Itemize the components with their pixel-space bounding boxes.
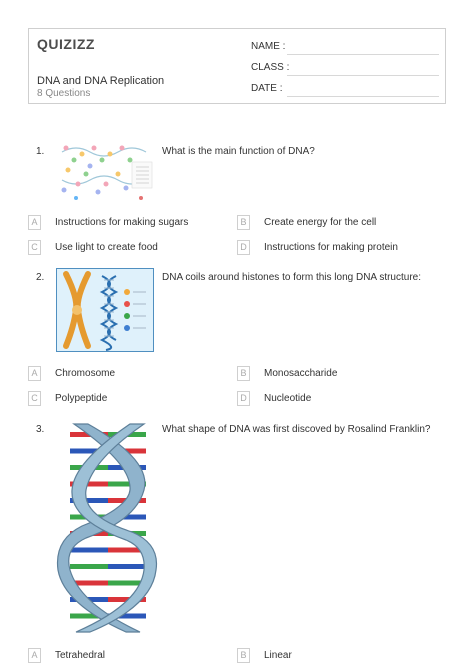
- option-text: Create energy for the cell: [264, 217, 377, 228]
- option-letter-box: B: [237, 366, 250, 381]
- option-letter-box: A: [28, 366, 41, 381]
- question-1-number: 1.: [36, 146, 45, 157]
- date-line: [287, 96, 439, 97]
- question-2-text: DNA coils around histones to form this long DNA structure:: [162, 272, 422, 283]
- option-text: Polypeptide: [55, 393, 108, 404]
- option-letter-box: A: [28, 648, 41, 663]
- option-text: Monosaccharide: [264, 368, 338, 379]
- question-count: 8 Questions: [37, 88, 91, 99]
- option-text: Nucleotide: [264, 393, 312, 404]
- option-text: Use light to create food: [55, 242, 158, 253]
- option-letter-box: C: [28, 240, 41, 255]
- class-label: CLASS :: [251, 62, 290, 73]
- option-letter-box: C: [28, 391, 41, 406]
- chromosome-diagram-image: [56, 268, 154, 352]
- question-1-text: What is the main function of DNA?: [162, 146, 315, 157]
- question-3-text: What shape of DNA was first discoved by Rosalind Franklin?: [162, 424, 431, 435]
- date-label: DATE :: [251, 83, 283, 94]
- option-text: Linear: [264, 650, 292, 661]
- dna-structure-diagram-image: [56, 140, 154, 202]
- option-letter-box: B: [237, 648, 250, 663]
- name-label: NAME :: [251, 41, 286, 52]
- worksheet-header: [28, 28, 446, 104]
- question-2-number: 2.: [36, 272, 45, 283]
- option-letter-box: A: [28, 215, 41, 230]
- class-line: [287, 75, 439, 76]
- option-letter-box: D: [237, 240, 250, 255]
- option-letter-box: B: [237, 215, 250, 230]
- option-text: Chromosome: [55, 368, 116, 379]
- helix-rung: [70, 548, 108, 553]
- helix-rung: [108, 564, 146, 569]
- name-line: [287, 54, 439, 55]
- option-letter-box: D: [237, 391, 250, 406]
- class-field[interactable]: [251, 62, 439, 76]
- double-helix-image: [56, 420, 162, 636]
- option-text: Tetrahedral: [55, 650, 106, 661]
- option-text: Instructions for making sugars: [55, 217, 189, 228]
- option-text: Instructions for making protein: [264, 242, 398, 253]
- quizizz-logo: QUIZIZZ: [37, 36, 95, 52]
- date-field[interactable]: [251, 83, 439, 97]
- name-field[interactable]: [251, 41, 439, 55]
- worksheet-title: DNA and DNA Replication: [37, 75, 165, 87]
- helix-rung: [70, 564, 108, 569]
- question-3-number: 3.: [36, 424, 45, 435]
